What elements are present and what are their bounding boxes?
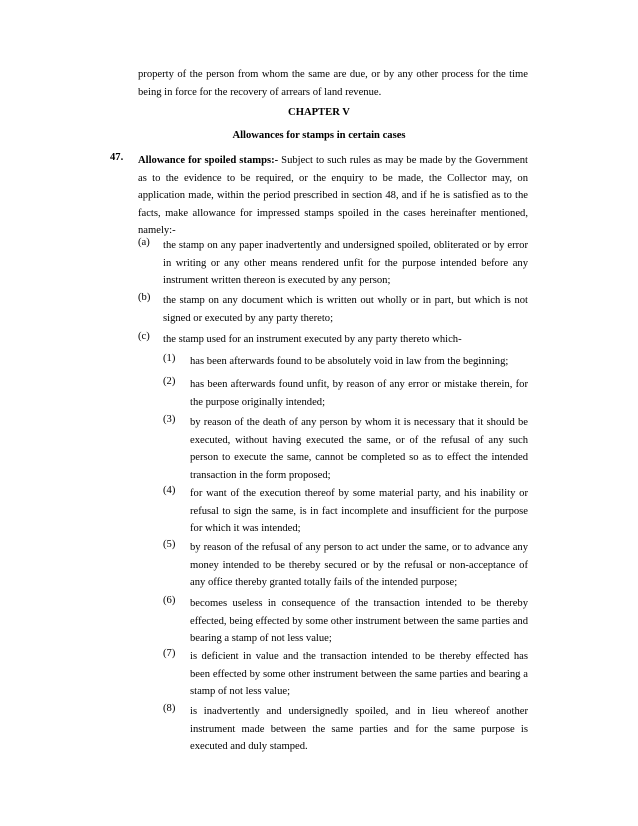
subclause-text: by reason of the refusal of any person to act under the same, or to advance any money intended to be thereby secured or by the refusal or non-acceptance of any office thereby granted totally fails of the intended purpose; — [190, 542, 528, 588]
clause-text: the stamp used for an instrument executed by any party thereto which- — [163, 334, 462, 345]
section-body: Subject to such rules as may be made by the Government as to the evidence to be required, or the enquiry to be made, the Collector may, on application made, within the period prescribed in section 48, and if he is satisfied as to the facts, make allowance for impressed stamps spoiled in the cases hereinafter mentioned, namely:- — [138, 155, 528, 236]
clause-text: the stamp on any paper inadvertently and undersigned spoiled, obliterated or by error in writing or any other means rendered unfit for the purpose intended before any instrument written thereon is executed by any person; — [163, 240, 528, 286]
subclause-text: by reason of the death of any person by whom it is necessary that it should be executed, without having executed the same, or of the refusal of any such person to execute the same, cannot be completed so as to effect the intended transaction in the form proposed; — [190, 417, 528, 481]
subclause-label: (3) — [163, 414, 176, 425]
subclause-text: is deficient in value and the transaction intended to be thereby effected has been effected by some other instrument between the same parties and bearing a stamp of not less value; — [190, 651, 528, 697]
chapter-subheading: Allowances for stamps in certain cases — [232, 130, 406, 141]
subclause-text: is inadvertently and undersignedly spoiled, and in lieu whereof another instrument made between the same parties and for the same purpose is executed and duly stamped. — [190, 706, 528, 752]
clause-label: (a) — [138, 237, 150, 248]
section-paragraph — [138, 152, 528, 240]
subclause-label: (7) — [163, 648, 176, 659]
clause-label: (b) — [138, 292, 151, 303]
subclause-label: (8) — [163, 703, 176, 714]
intro-paragraph: property of the person from whom the same are due, or by any other process for the time being in force for the recovery of arrears of land revenue. — [138, 69, 528, 98]
chapter-heading: CHAPTER V — [288, 107, 350, 118]
subclause-label: (5) — [163, 539, 176, 550]
subclause-label: (2) — [163, 376, 176, 387]
subclause-text: for want of the execution thereof by some material party, and his inability or refusal to sign the same, is in fact incomplete and insufficient for the purpose for which it was intended; — [190, 488, 528, 534]
subclause-text: has been afterwards found to be absolutely void in law from the beginning; — [190, 356, 509, 367]
clause-label: (c) — [138, 331, 150, 342]
clause-text: the stamp on any document which is written out wholly or in part, but which is not signed or executed by any party thereto; — [163, 295, 528, 324]
subclause-text: becomes useless in consequence of the transaction intended to be thereby effected, being effected by some other instrument between the same parties and bearing a stamp of not less value; — [190, 598, 528, 644]
subclause-label: (4) — [163, 485, 176, 496]
section-heading: Allowance for spoiled stamps:- — [138, 155, 279, 166]
subclause-label: (1) — [163, 353, 176, 364]
subclause-label: (6) — [163, 595, 176, 606]
subclause-text: has been afterwards found unfit, by reason of any error or mistake therein, for the purpose originally intended; — [190, 379, 528, 408]
section-number: 47. — [110, 152, 124, 163]
